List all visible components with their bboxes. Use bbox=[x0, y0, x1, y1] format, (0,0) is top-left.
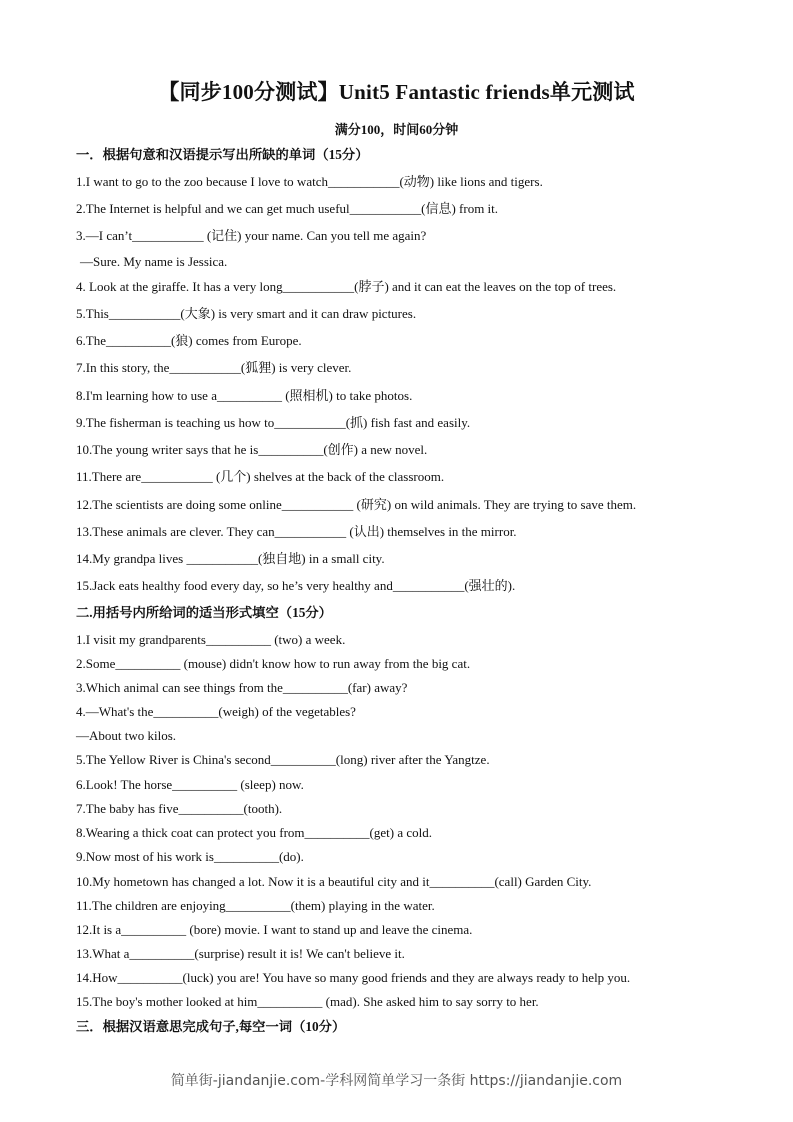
list-item: 2.Some__________ (mouse) didn't know how to run away from the big cat. bbox=[76, 656, 471, 671]
list-item: 4. Look at the giraffe. It has a very long___________(脖子) and it can eat the leaves on the top of trees. bbox=[76, 279, 617, 294]
list-item: 1.I visit my grandparents__________ (two) a week. bbox=[76, 632, 346, 647]
list-item: 15.The boy's mother looked at him__________ (mad). She asked him to say sorry to her. bbox=[76, 994, 539, 1009]
list-item: —About two kilos. bbox=[76, 728, 177, 743]
list-item: 6.Look! The horse__________ (sleep) now. bbox=[76, 777, 304, 792]
list-item: 1.I want to go to the zoo because I love to watch___________(动物) like lions and tigers. bbox=[76, 174, 543, 189]
page-subtitle: 满分100，时间60分钟 bbox=[334, 122, 459, 137]
section3-heading: 三．根据汉语意思完成句子,每空一词（10分） bbox=[76, 1019, 346, 1034]
list-item: 5.The Yellow River is China's second__________(long) river after the Yangtze. bbox=[76, 752, 490, 767]
list-item: 4.—What's the__________(weigh) of the vegetables? bbox=[76, 704, 356, 719]
list-item: 9.The fisherman is teaching us how to___________(抓) fish fast and easily. bbox=[76, 415, 471, 430]
list-item: 11.The children are enjoying__________(them) playing in the water. bbox=[76, 898, 435, 913]
list-item: 14.How__________(luck) you are! You have so many good friends and they are always ready to help you. bbox=[76, 970, 631, 985]
list-item: 8.I'm learning how to use a__________ (照相机) to take photos. bbox=[76, 388, 413, 403]
list-item: —Sure. My name is Jessica. bbox=[80, 254, 228, 269]
list-item: 12.The scientists are doing some online___________ (研究) on wild animals. They are trying to save them. bbox=[76, 497, 637, 512]
list-item: 12.It is a__________ (bore) movie. I want to stand up and leave the cinema. bbox=[76, 922, 473, 937]
list-item: 7.The baby has five__________(tooth). bbox=[76, 801, 283, 816]
list-item: 15.Jack eats healthy food every day, so he’s very healthy and___________(强壮的). bbox=[76, 578, 516, 593]
list-item: 14.My grandpa lives ___________(独自地) in a small city. bbox=[76, 551, 385, 566]
list-item: 8.Wearing a thick coat can protect you from__________(get) a cold. bbox=[76, 825, 432, 840]
list-item: 6.The__________(狼) comes from Europe. bbox=[76, 333, 302, 348]
list-item: 13.What a__________(surprise) result it is! We can't believe it. bbox=[76, 946, 405, 961]
watermark-footer: 简单街-jiandanjie.com-学科网简单学习一条街 https://jiandanjie.com bbox=[170, 1073, 623, 1089]
page-title: 【同步100分测试】Unit5 Fantastic friends单元测试 bbox=[158, 80, 635, 104]
list-item: 2.The Internet is helpful and we can get much useful___________(信息) from it. bbox=[76, 201, 499, 216]
section2-heading: 二.用括号内所给词的适当形式填空（15分） bbox=[76, 605, 332, 620]
list-item: 7.In this story, the___________(狐狸) is very clever. bbox=[76, 360, 352, 375]
list-item: 13.These animals are clever. They can___________ (认出) themselves in the mirror. bbox=[76, 524, 517, 539]
list-item: 5.This___________(大象) is very smart and it can draw pictures. bbox=[76, 306, 417, 321]
list-item: 3.Which animal can see things from the__________(far) away? bbox=[76, 680, 408, 695]
list-item: 9.Now most of his work is__________(do). bbox=[76, 849, 304, 864]
list-item: 10.The young writer says that he is__________(创作) a new novel. bbox=[76, 442, 428, 457]
list-item: 3.—I can’t___________ (记住) your name. Can you tell me again? bbox=[76, 228, 427, 243]
section1-heading: 一．根据句意和汉语提示写出所缺的单词（15分） bbox=[76, 147, 369, 162]
list-item: 10.My hometown has changed a lot. Now it is a beautiful city and it__________(call) Garden City. bbox=[76, 874, 592, 889]
list-item: 11.There are___________ (几个) shelves at the back of the classroom. bbox=[76, 469, 445, 484]
